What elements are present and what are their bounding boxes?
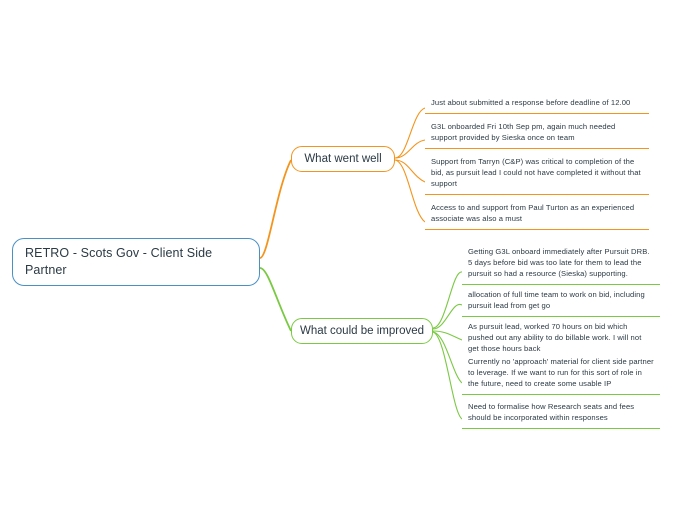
leaf-item[interactable]: Currently no 'approach' material for client side partner to leverage. If we want to run for this sort of role in the future, need to create some usable IP	[462, 353, 660, 395]
connector-improve-leaf-3	[433, 331, 462, 340]
branch-node-what-went-well[interactable]	[291, 146, 395, 172]
connector-improve-leaf-4	[433, 332, 462, 383]
connector-root-to-what-went-well	[260, 160, 291, 258]
branch-node-what-could-be-improved[interactable]	[291, 318, 433, 344]
connector-good-leaf-1	[395, 108, 425, 158]
leaf-item[interactable]: G3L onboarded Fri 10th Sep pm, again much needed support provided by Sieska once on team	[425, 118, 649, 149]
connector-improve-leaf-5	[433, 332, 462, 419]
root-node-label: RETRO - Scots Gov - Client Side Partner	[25, 246, 213, 277]
leaf-item[interactable]: Getting G3L onboard immediately after Pursuit DRB. 5 days before bid was too late for them to lead the pursuit so had a resource (Sieska) supporting.	[462, 243, 660, 285]
leaf-item[interactable]: Just about submitted a response before deadline of 12.00	[425, 94, 649, 114]
leaf-item[interactable]: Access to and support from Paul Turton as an experienced associate was also a must	[425, 199, 649, 230]
connector-improve-leaf-1	[433, 272, 462, 328]
leaf-item[interactable]: Need to formalise how Research seats and fees should be incorporated within responses	[462, 398, 660, 429]
connector-root-to-what-could-be-improved	[260, 268, 291, 331]
root-node[interactable]	[12, 238, 260, 286]
branch-label: What went well	[304, 153, 382, 165]
connector-improve-leaf-2	[433, 304, 462, 329]
connector-good-leaf-4	[395, 160, 425, 222]
branch-label: What could be improved	[300, 325, 425, 337]
connector-good-leaf-2	[395, 140, 425, 158]
leaf-item[interactable]: Support from Tarryn (C&P) was critical to completion of the bid, as pursuit lead I could not have completed it without that support	[425, 153, 649, 195]
leaf-item[interactable]: allocation of full time team to work on bid, including pursuit lead from get go	[462, 286, 660, 317]
leaf-item[interactable]: As pursuit lead, worked 70 hours on bid which pushed out any ability to do billable work. I will not get those hours back	[462, 318, 660, 360]
connector-good-leaf-3	[395, 160, 425, 182]
